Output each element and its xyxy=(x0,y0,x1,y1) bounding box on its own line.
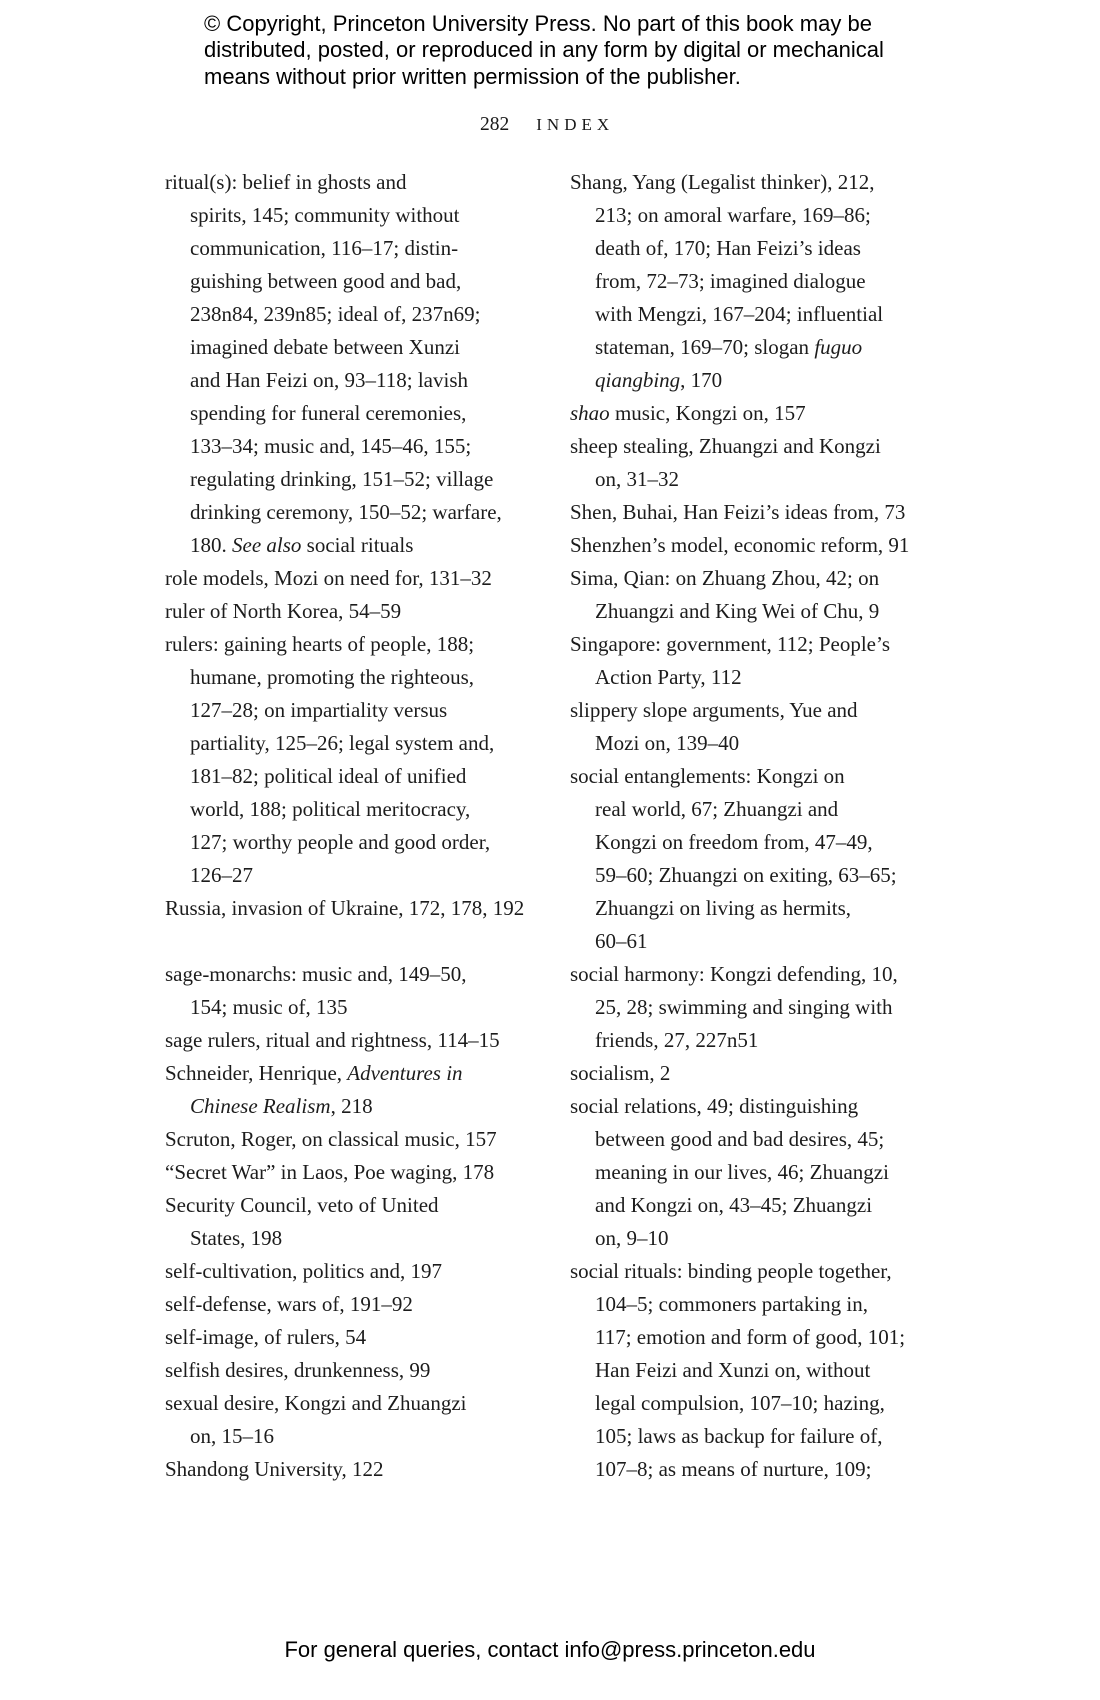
index-entry-shang-yang xyxy=(570,166,970,397)
entry-continuation-line: Action Party, 112 xyxy=(595,665,742,689)
entry-heading-line: Shenzhen’s model, economic reform, 91 xyxy=(570,533,910,557)
entry-heading-line: social harmony: Kongzi defending, 10, xyxy=(570,962,898,986)
line-text: 180. xyxy=(190,533,232,557)
entry-heading-line: sheep stealing, Zhuangzi and Kongzi xyxy=(570,434,881,458)
entry-continuation-line xyxy=(570,364,970,397)
entry-heading-line: Shandong University, 122 xyxy=(165,1457,384,1481)
entry-continuation-line: 107–8; as means of nurture, 109; xyxy=(595,1457,872,1481)
entry-continuation-line: 126–27 xyxy=(190,863,253,887)
entry-continuation-line: on, 9–10 xyxy=(595,1226,669,1250)
index-entry-ruler-of-north-korea xyxy=(165,595,565,628)
entry-heading-line: Scruton, Roger, on classical music, 157 xyxy=(165,1127,497,1151)
entry-heading-line: self-cultivation, politics and, 197 xyxy=(165,1259,443,1283)
entry-heading-line xyxy=(165,1057,565,1090)
copyright-notice-line: distributed, posted, or reproduced in any form by digital or mechanical xyxy=(204,37,884,63)
entry-continuation-line: Han Feizi and Xunzi on, without xyxy=(595,1358,871,1382)
index-entry-shandong-university xyxy=(165,1453,565,1486)
index-entry-sexual-desire xyxy=(165,1387,565,1453)
index-entry-sage-monarchs xyxy=(165,958,565,1024)
entry-heading-line: sage-monarchs: music and, 149–50, xyxy=(165,962,467,986)
entry-continuation-line xyxy=(570,331,970,364)
entry-heading-line: socialism, 2 xyxy=(570,1061,671,1085)
entry-continuation-line: humane, promoting the righteous, xyxy=(190,665,475,689)
entry-continuation-line: Kongzi on freedom from, 47–49, xyxy=(595,830,873,854)
entry-continuation-line: 213; on amoral warfare, 169–86; xyxy=(595,203,871,227)
index-entry-shenzhen-model xyxy=(570,529,970,562)
entry-continuation-line: Zhuangzi on living as hermits, xyxy=(595,896,852,920)
entry-continuation-line: friends, 27, 227n51 xyxy=(595,1028,759,1052)
entry-continuation-line: 105; laws as backup for failure of, xyxy=(595,1424,883,1448)
foreign-term-italic: qiangbing xyxy=(595,368,681,392)
entry-continuation-line: and Kongzi on, 43–45; Zhuangzi xyxy=(595,1193,873,1217)
see-also-italic: See also xyxy=(232,533,302,557)
entry-continuation-line: 133–34; music and, 145–46, 155; xyxy=(190,434,472,458)
entry-heading-line: “Secret War” in Laos, Poe waging, 178 xyxy=(165,1160,495,1184)
copyright-notice-line: means without prior written permission of the publisher. xyxy=(204,63,741,89)
entry-continuation-line: 154; music of, 135 xyxy=(190,995,348,1019)
index-entry-sage-rulers xyxy=(165,1024,565,1057)
entry-continuation-line: spending for funeral ceremonies, xyxy=(190,401,467,425)
entry-continuation-line: 127; worthy people and good order, xyxy=(190,830,491,854)
entry-continuation-line: partiality, 125–26; legal system and, xyxy=(190,731,495,755)
running-head xyxy=(480,112,614,138)
index-entry-shao-music xyxy=(570,397,970,430)
entry-continuation-line: 238n84, 239n85; ideal of, 237n69; xyxy=(190,302,481,326)
entry-continuation-line xyxy=(165,529,565,562)
entry-continuation-line: world, 188; political meritocracy, xyxy=(190,797,471,821)
index-entry-singapore xyxy=(570,628,970,694)
index-column-right xyxy=(570,166,970,1486)
entry-continuation-line: on, 15–16 xyxy=(190,1424,274,1448)
entry-heading-line: ritual(s): belief in ghosts and xyxy=(165,170,407,194)
entry-continuation-line: on, 31–32 xyxy=(595,467,679,491)
index-entry-slippery-slope xyxy=(570,694,970,760)
entry-continuation-line: 59–60; Zhuangzi on exiting, 63–65; xyxy=(595,863,897,887)
entry-heading-line: Security Council, veto of United xyxy=(165,1193,439,1217)
entry-continuation-line: spirits, 145; community without xyxy=(190,203,460,227)
index-entry-sheep-stealing xyxy=(570,430,970,496)
index-entry-self-image xyxy=(165,1321,565,1354)
entry-continuation-line: from, 72–73; imagined dialogue xyxy=(595,269,866,293)
foreign-term-italic: fuguo xyxy=(814,335,863,359)
index-entry-social-harmony xyxy=(570,958,970,1057)
copyright-notice-line: © Copyright, Princeton University Press. No part of this book may be xyxy=(204,11,872,36)
foreign-term-italic: shao xyxy=(570,401,610,425)
line-text: music, Kongzi on, 157 xyxy=(609,401,806,425)
entry-heading-line: self-image, of rulers, 54 xyxy=(165,1325,367,1349)
entry-heading-line: Russia, invasion of Ukraine, 172, 178, 192 xyxy=(165,896,525,920)
index-entry-social-rituals xyxy=(570,1255,970,1486)
line-text: Schneider, Henrique, xyxy=(165,1061,348,1085)
index-entry-schneider-henrique xyxy=(165,1057,565,1123)
entry-heading-line: ruler of North Korea, 54–59 xyxy=(165,599,402,623)
entry-continuation-line: Zhuangzi and King Wei of Chu, 9 xyxy=(595,599,880,623)
entry-continuation-line: 127–28; on impartiality versus xyxy=(190,698,448,722)
entry-heading-line: sage rulers, ritual and rightness, 114–15 xyxy=(165,1028,500,1052)
entry-heading-line: Singapore: government, 112; People’s xyxy=(570,632,891,656)
entry-continuation-line: 25, 28; swimming and singing with xyxy=(595,995,893,1019)
line-text: , 170 xyxy=(680,368,723,392)
index-entry-selfish-desires xyxy=(165,1354,565,1387)
index-entry-role-models xyxy=(165,562,565,595)
entry-continuation-line: 117; emotion and form of good, 101; xyxy=(595,1325,906,1349)
entry-heading-line: social entanglements: Kongzi on xyxy=(570,764,845,788)
entry-continuation-line: between good and bad desires, 45; xyxy=(595,1127,885,1151)
index-entry-self-defense xyxy=(165,1288,565,1321)
index-entry-security-council xyxy=(165,1189,565,1255)
index-entry-rulers xyxy=(165,628,565,892)
entry-continuation-line: Mozi on, 139–40 xyxy=(595,731,740,755)
entry-continuation-line: imagined debate between Xunzi xyxy=(190,335,460,359)
entry-heading-line: social relations, 49; distinguishing xyxy=(570,1094,859,1118)
index-entry-shen-buhai xyxy=(570,496,970,529)
entry-continuation-line: drinking ceremony, 150–52; warfare, xyxy=(190,500,502,524)
entry-continuation-line: legal compulsion, 107–10; hazing, xyxy=(595,1391,885,1415)
entry-continuation-line: guishing between good and bad, xyxy=(190,269,462,293)
entry-heading-line: selfish desires, drunkenness, 99 xyxy=(165,1358,431,1382)
line-text: , 218 xyxy=(330,1094,373,1118)
entry-continuation-line: regulating drinking, 151–52; village xyxy=(190,467,494,491)
index-entry-self-cultivation xyxy=(165,1255,565,1288)
entry-heading-line: rulers: gaining hearts of people, 188; xyxy=(165,632,475,656)
index-entry-sima-qian xyxy=(570,562,970,628)
page-number: 282 xyxy=(480,114,510,135)
entry-heading-line: social rituals: binding people together, xyxy=(570,1259,892,1283)
cross-reference-text: social rituals xyxy=(301,533,414,557)
entry-continuation-line: death of, 170; Han Feizi’s ideas xyxy=(595,236,861,260)
entry-heading-line: Shang, Yang (Legalist thinker), 212, xyxy=(570,170,875,194)
book-title-italic: Chinese Realism xyxy=(190,1094,331,1118)
line-text: stateman, 169–70; slogan xyxy=(595,335,815,359)
index-entry-social-entanglements xyxy=(570,760,970,958)
index-column-left xyxy=(165,166,565,1486)
copyright-notice xyxy=(204,11,884,90)
index-entry-russia xyxy=(165,892,565,925)
entry-heading-line: slippery slope arguments, Yue and xyxy=(570,698,858,722)
entry-heading-line: Sima, Qian: on Zhuang Zhou, 42; on xyxy=(570,566,880,590)
entry-continuation-line: communication, 116–17; distin- xyxy=(190,236,459,260)
entry-continuation-line: with Mengzi, 167–204; influential xyxy=(595,302,884,326)
entry-heading-line: sexual desire, Kongzi and Zhuangzi xyxy=(165,1391,467,1415)
index-entry-scruton-roger xyxy=(165,1123,565,1156)
entry-heading-line: Shen, Buhai, Han Feizi’s ideas from, 73 xyxy=(570,500,906,524)
index-entry-secret-war xyxy=(165,1156,565,1189)
entry-continuation-line: and Han Feizi on, 93–118; lavish xyxy=(190,368,469,392)
footer-contact-notice: For general queries, contact info@press.princeton.edu xyxy=(284,1637,816,1662)
index-entry-social-relations xyxy=(570,1090,970,1255)
section-name: INDEX xyxy=(536,115,615,134)
book-title-italic: Adventures in xyxy=(347,1061,463,1085)
entry-heading-line: role models, Mozi on need for, 131–32 xyxy=(165,566,492,590)
entry-continuation-line: real world, 67; Zhuangzi and xyxy=(595,797,839,821)
entry-continuation-line: 104–5; commoners partaking in, xyxy=(595,1292,868,1316)
entry-continuation-line: meaning in our lives, 46; Zhuangzi xyxy=(595,1160,889,1184)
index-entry-socialism xyxy=(570,1057,970,1090)
entry-heading-line: self-defense, wars of, 191–92 xyxy=(165,1292,413,1316)
entry-continuation-line xyxy=(165,1090,565,1123)
entry-continuation-line: 181–82; political ideal of unified xyxy=(190,764,467,788)
entry-heading-line xyxy=(570,397,970,430)
entry-continuation-line: 60–61 xyxy=(595,929,648,953)
index-entry-rituals xyxy=(165,166,565,562)
entry-continuation-line: States, 198 xyxy=(190,1226,283,1250)
